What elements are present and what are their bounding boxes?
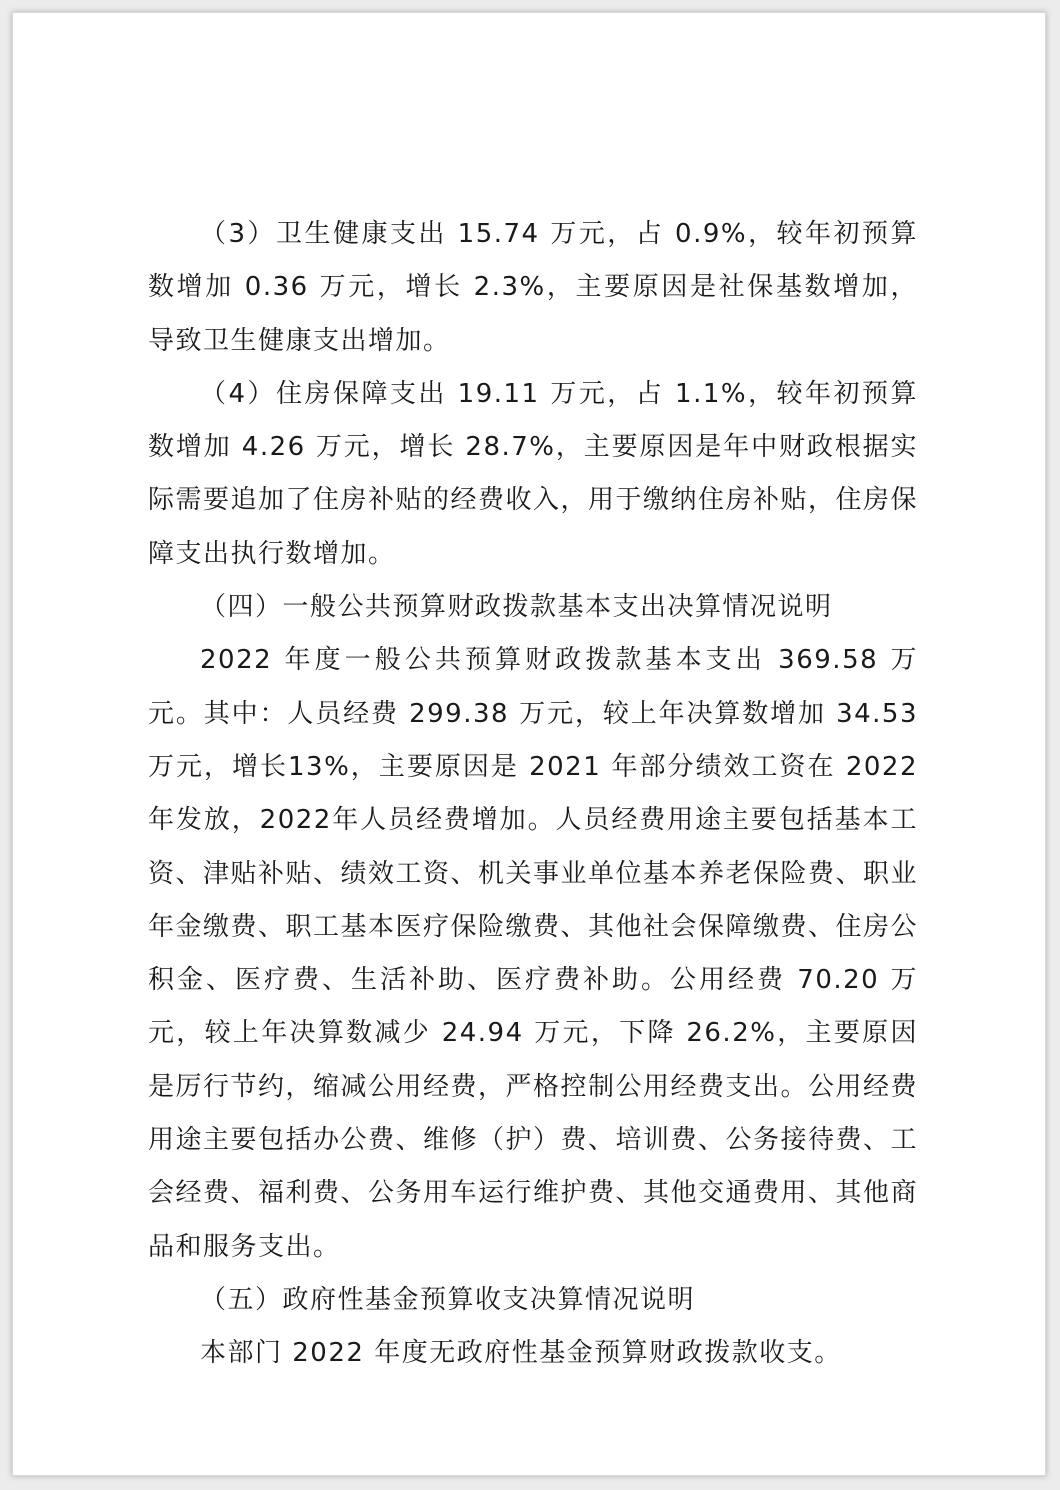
paragraph-housing-expenditure: （4）住房保障支出 19.11 万元，占 1.1%，较年初预算数增加 4.26 万元，增长 28.7%，主要原因是年中财政根据实际需要追加了住房补贴的经费收入，用于缴纳住房补贴，住房保障支出执行数增加。 [148,378,919,569]
section-heading-government-fund: （五）政府性基金预算收支决算情况说明 [200,1284,696,1315]
document-body [148,208,918,1381]
paragraph-government-fund: 本部门 2022 年度无政府性基金预算财政拨款收支。 [200,1338,842,1369]
section-heading-basic-expenditure: （四）一般公共预算财政拨款基本支出决算情况说明 [200,592,833,623]
paragraph-basic-expenditure: 2022 年度一般公共预算财政拨款基本支出 369.58 万元。其中：人员经费 299.38 万元，较上年决算数增加 34.53 万元，增长13%，主要原因是 2021 年部分绩效工资在 2022 年发放，2022年人员经费增加。人员经费用途主要包括基本工资、津贴补贴、绩效工资、机关事业单位基本养老保险费、职业年金缴费、职工基本医疗保险缴费、其他社会保障缴费、住房公积金、医疗费、生活补助、医疗费补助。公用经费 70.20 万元，较上年决算数减少 24.94 万元，下降 26.2%，主要原因是厉行节约，缩减公用经费，严格控制公用经费支出。公用经费用途主要包括办公费、维修（护）费、培训费、公务接待费、工会经费、福利费、公务用车运行维护费、其他交通费用、其他商品和服务支出。 [148,645,919,1262]
paragraph-health-expenditure: （3）卫生健康支出 15.74 万元，占 0.9%，较年初预算数增加 0.36 万元，增长 2.3%，主要原因是社保基数增加，导致卫生健康支出增加。 [148,219,918,356]
document-page [12,12,1046,1476]
